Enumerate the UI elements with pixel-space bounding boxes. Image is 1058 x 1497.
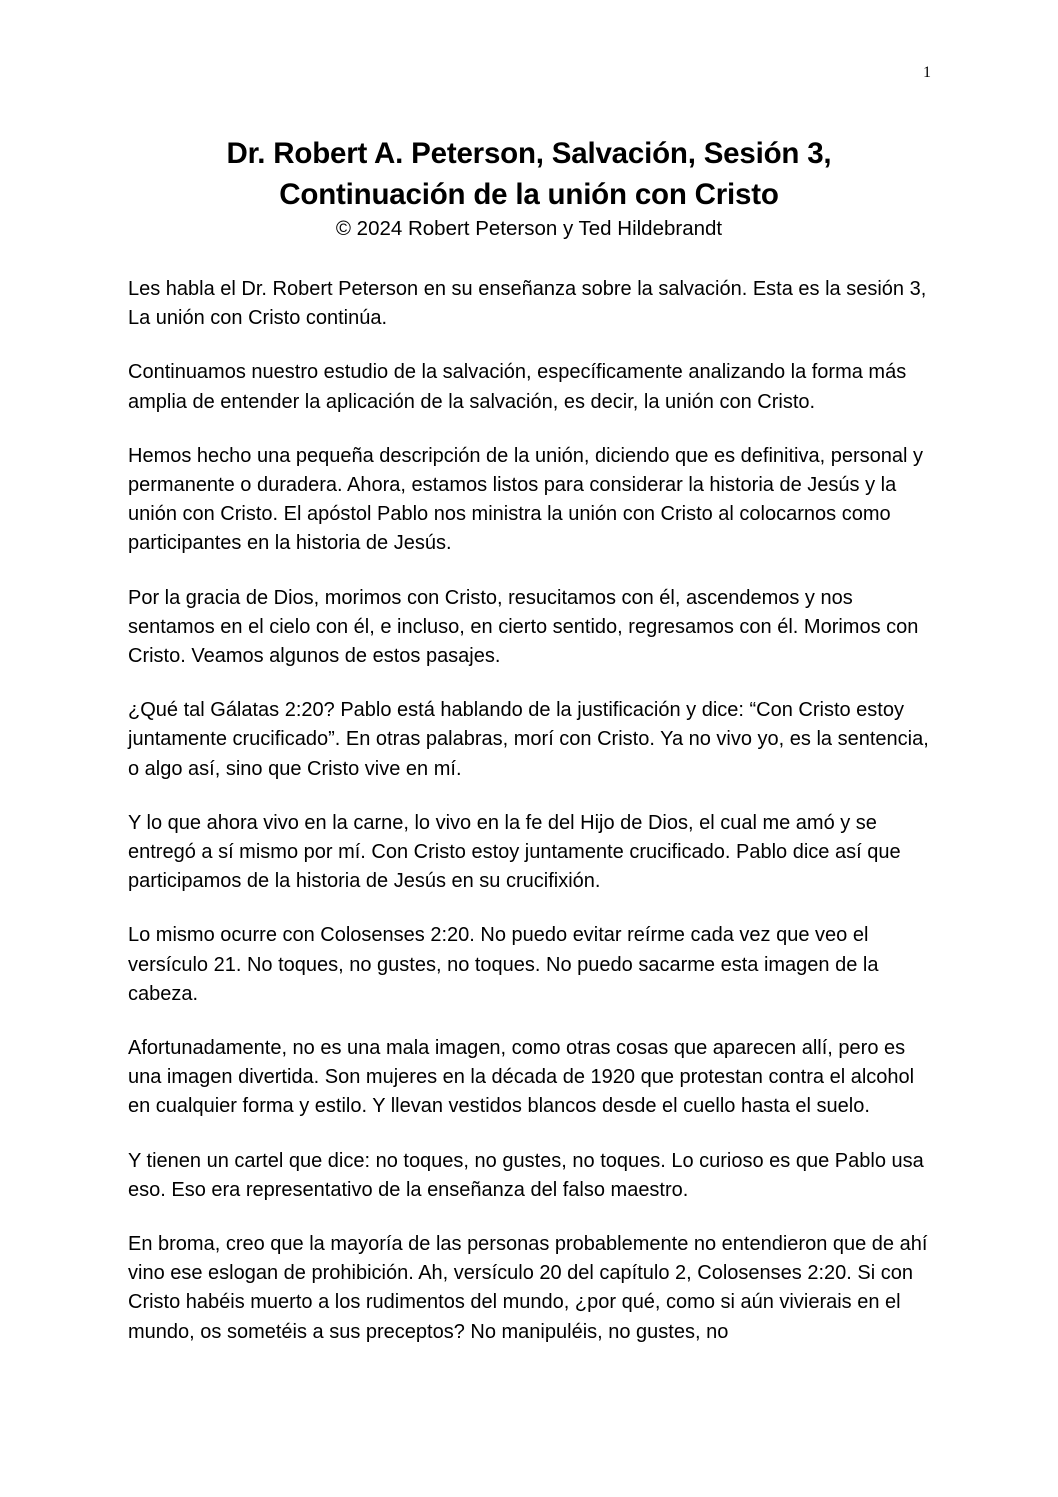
title-line-1: Dr. Robert A. Peterson, Salvación, Sesión 3,	[226, 137, 832, 170]
paragraph-1: Les habla el Dr. Robert Peterson en su enseñanza sobre la salvación. Esta es la sesión 3, La unión con Cristo continúa.	[128, 278, 927, 330]
paragraph-7: Lo mismo ocurre con Colosenses 2:20. No puedo evitar reírme cada vez que veo el versículo 21. No toques, no gustes, no toques. No puedo sacarme esta imagen de la cabeza.	[128, 924, 879, 1005]
paragraph-4: Por la gracia de Dios, morimos con Cristo, resucitamos con él, ascendemos y nos sentamos en el cielo con él, e incluso, en cierto sentido, regresamos con él. Morimos con Cristo. Veamos algunos de estos pasajes.	[128, 586, 919, 668]
title-line-2: Continuación de la unión con Cristo	[279, 178, 779, 211]
paragraph-3: Hemos hecho una pequeña descripción de la unión, diciendo que es definitiva, personal y permanente o duradera. Ahora, estamos listos para considerar la historia de Jesús y la unión con Cristo. El apóstol Pablo nos ministra la unión con Cristo al colocarnos como participantes en la historia de Jesús.	[128, 444, 923, 555]
page-number: 1	[923, 64, 931, 81]
document-header	[0, 133, 1058, 243]
paragraph-5: ¿Qué tal Gálatas 2:20? Pablo está hablando de la justificación y dice: “Con Cristo estoy juntamente crucificado”. En otras palabras, morí con Cristo. Ya no vivo yo, es la sentencia, o algo así, sino que Cristo vive en mí.	[128, 699, 929, 780]
copyright-notice: © 2024 Robert Peterson y Ted Hildebrandt	[335, 217, 723, 240]
paragraph-6: Y lo que ahora vivo en la carne, lo vivo en la fe del Hijo de Dios, el cual me amó y se entregó a sí mismo por mí. Con Cristo estoy juntamente crucificado. Pablo dice así que participamos de la historia de Jesús en su crucifixión.	[128, 811, 901, 893]
paragraph-9: Y tienen un cartel que dice: no toques, no gustes, no toques. Lo curioso es que Pablo usa eso. Eso era representativo de la enseñanza del falso maestro.	[128, 1149, 924, 1201]
paragraph-2: Continuamos nuestro estudio de la salvación, específicamente analizando la forma más amplia de entender la aplicación de la salvación, es decir, la unión con Cristo.	[128, 361, 907, 413]
paragraph-10: En broma, creo que la mayoría de las personas probablemente no entendieron que de ahí vino ese eslogan de prohibición. Ah, versículo 20 del capítulo 2, Colosenses 2:20. Si con Cristo habéis muerto a los rudimentos del mundo, ¿por qué, como si aún vivierais en el mundo, os sometéis a sus preceptos? No manipuléis, no gustes, no	[128, 1233, 928, 1343]
paragraph-8: Afortunadamente, no es una mala imagen, como otras cosas que aparecen allí, pero es una imagen divertida. Son mujeres en la década de 1920 que protestan contra el alcohol en cualquier forma y estilo. Y llevan vestidos blancos desde el cuello hasta el suelo.	[128, 1037, 915, 1118]
document-body	[128, 275, 934, 1372]
